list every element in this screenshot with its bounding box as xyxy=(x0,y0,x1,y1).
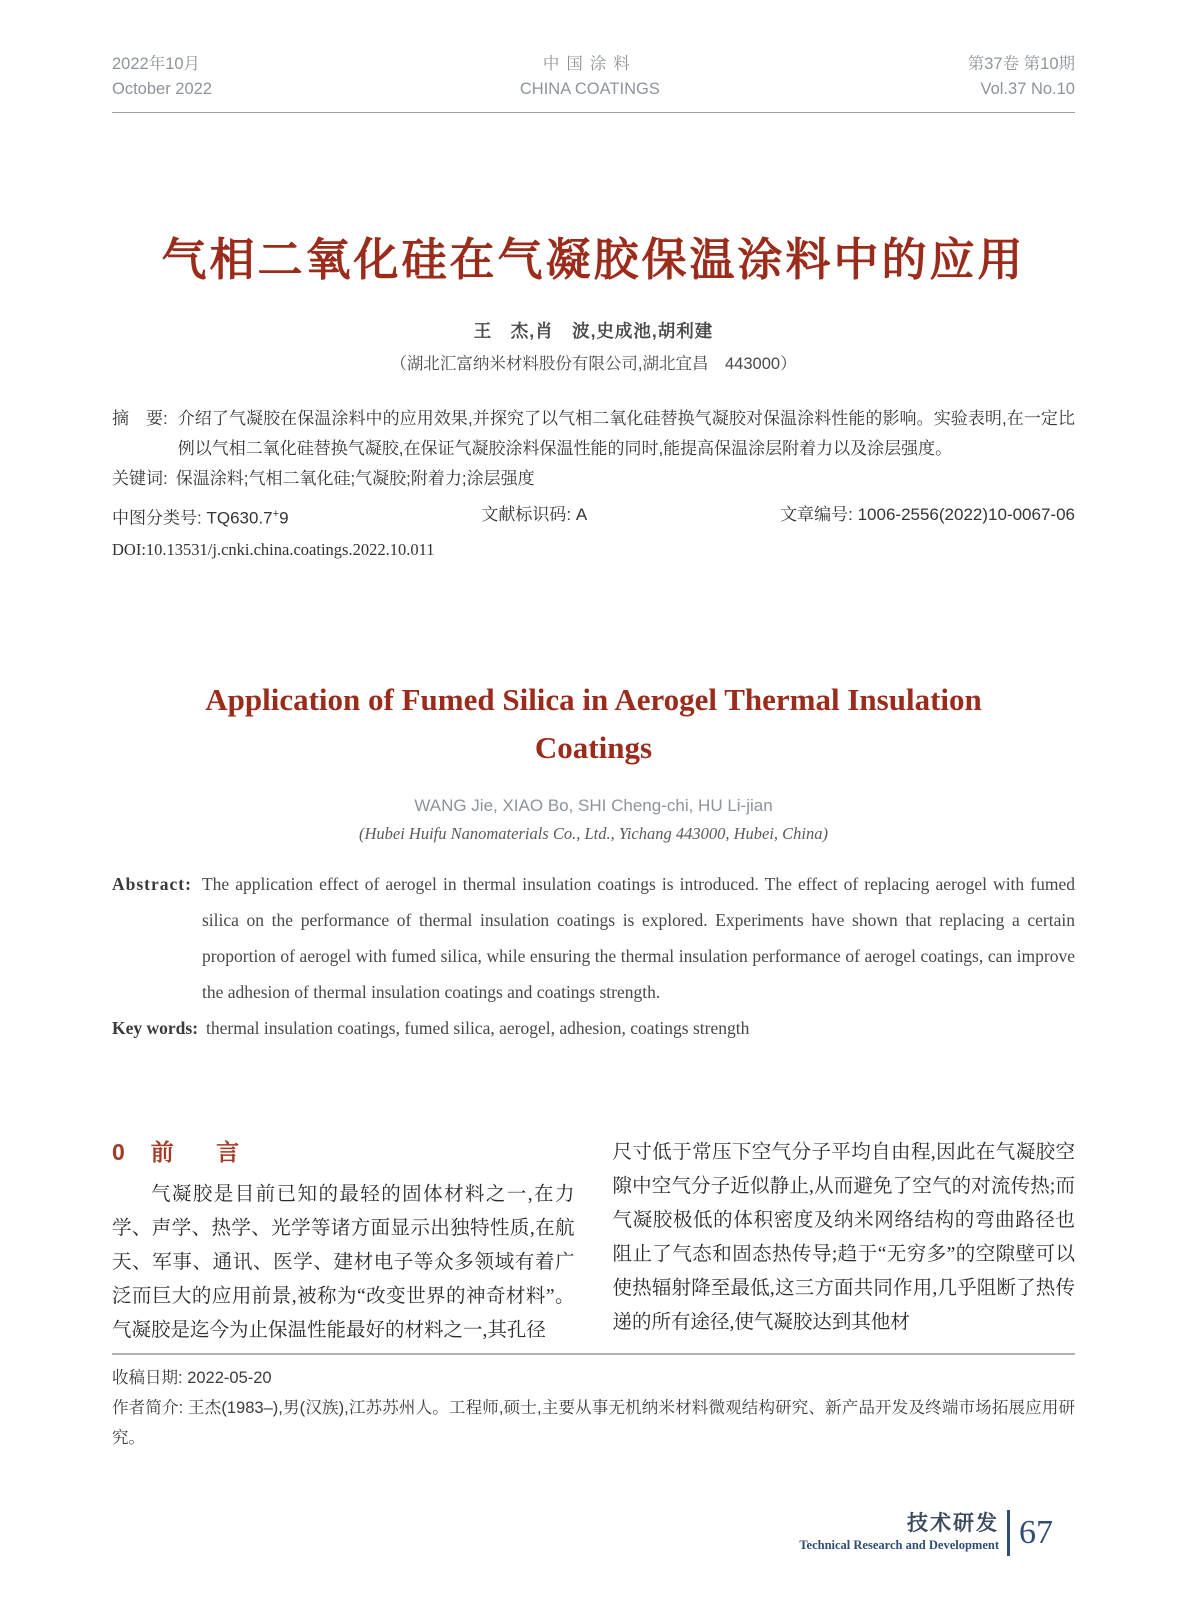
footnote xyxy=(112,1353,1075,1453)
document-code-value: A xyxy=(575,504,588,524)
footer-category xyxy=(799,1512,999,1554)
affiliation-zh: （湖北汇富纳米材料股份有限公司,湖北宜昌 443000） xyxy=(390,355,797,373)
authors-en: WANG Jie, XIAO Bo, SHI Cheng-chi, HU Li-jian xyxy=(414,795,773,815)
journal-date-zh: 2022年10月 xyxy=(112,55,201,73)
doi: DOI:10.13531/j.cnki.china.coatings.2022.10.011 xyxy=(112,539,435,559)
journal-date xyxy=(112,52,212,102)
authors-zh: 王 杰,肖 波,史成池,胡利建 xyxy=(473,321,714,341)
body-paragraph-right: 尺寸低于常压下空气分子平均自由程,因此在气凝胶空隙中空气分子近似静止,从而避免了空气的对流传热;而气凝胶极低的体积密度及纳米网络结构的弯曲路径也阻止了气态和固态热传导;趋于“无穷多”的空隙壁可以使热辐射降至最低,这三方面共同作用,几乎阻断了热传递的所有途径,使气凝胶达到其他材 xyxy=(612,1141,1075,1333)
keywords-en-label: Key words: xyxy=(112,1017,199,1038)
body-column-left xyxy=(112,1136,575,1348)
footer-category-zh: 技术研发 xyxy=(907,1512,999,1535)
article-id xyxy=(780,500,1075,533)
classification-row xyxy=(112,500,1075,533)
paper-title-zh: 气相二氧化硅在气凝胶保温涂料中的应用 xyxy=(161,234,1026,285)
page-footer xyxy=(799,1510,1053,1556)
page-number: 67 xyxy=(1019,1514,1053,1551)
body-paragraph-left: 气凝胶是目前已知的最轻的固体材料之一,在力学、声学、热学、光学等诸方面显示出独特性质,在航天、军事、通讯、医学、建材电子等众多领域有着广泛而巨大的应用前景,被称为“改变世界的神奇材料”。气凝胶是迄今为止保温性能最好的材料之一,其孔径 xyxy=(112,1183,575,1341)
clc-number xyxy=(112,500,289,533)
journal-header xyxy=(112,0,1075,113)
received-date-value: 2022-05-20 xyxy=(187,1368,272,1387)
abstract-en xyxy=(112,866,1075,1010)
abstract-zh xyxy=(112,404,1075,463)
keywords-zh-text: 保温涂料;气相二氧化硅;气凝胶;附着力;涂层强度 xyxy=(175,469,535,488)
article-id-label: 文章编号: xyxy=(780,504,853,524)
journal-name-zh: 中国涂料 xyxy=(542,55,637,73)
body-columns xyxy=(112,1136,1075,1348)
body-column-right xyxy=(613,1136,1076,1348)
footer-category-en: Technical Research and Development xyxy=(799,1538,999,1552)
article-id-value: 1006-2556(2022)10-0067-06 xyxy=(857,504,1075,524)
section-number: 0 xyxy=(112,1138,125,1165)
clc-label: 中图分类号: xyxy=(112,508,202,528)
journal-issue-en: Vol.37 No.10 xyxy=(980,80,1075,98)
abstract-en-label: Abstract: xyxy=(112,873,192,894)
keywords-zh-label: 关键词: xyxy=(112,469,168,488)
clc-superscript: + xyxy=(272,507,280,520)
author-bio-label: 作者简介: xyxy=(112,1398,184,1417)
abstract-zh-label: 摘 要: xyxy=(112,409,168,428)
footer-divider xyxy=(1007,1510,1010,1556)
clc-rest: 9 xyxy=(279,508,289,528)
journal-name xyxy=(520,52,660,102)
keywords-en xyxy=(112,1012,1075,1044)
clc-value: TQ630.7 xyxy=(206,508,273,528)
author-bio-text: 王杰(1983–),男(汉族),江苏苏州人。工程师,硕士,主要从事无机纳米材料微观结构研究、新产品开发及终端市场拓展应用研究。 xyxy=(112,1398,1075,1447)
section-heading xyxy=(112,1136,575,1168)
abstract-en-text: The application effect of aerogel in thermal insulation coatings is introduced. The effect of replacing aerogel with fumed silica on the performance of thermal insulation coatings is explored. Experiments have shown that replacing a certain proportion of aerogel with fumed silica, while ensuring the thermal insulation performance of aerogel coatings, can improve the adhesion of thermal insulation coatings and coatings strength. xyxy=(201,873,1075,1002)
received-date-line xyxy=(112,1363,1075,1393)
journal-issue-zh: 第37卷 第10期 xyxy=(967,55,1075,73)
affiliation-en: (Hubei Huifu Nanomaterials Co., Ltd., Yichang 443000, Hubei, China) xyxy=(358,823,829,843)
paper-title-en: Application of Fumed Silica in Aerogel Thermal Insulation Coatings xyxy=(205,681,982,765)
document-code xyxy=(481,500,587,533)
journal-name-en: CHINA COATINGS xyxy=(519,80,660,98)
keywords-zh xyxy=(112,464,1075,494)
keywords-en-text: thermal insulation coatings, fumed silica, aerogel, adhesion, coatings strength xyxy=(206,1017,750,1038)
document-code-label: 文献标识码: xyxy=(481,504,572,524)
received-date-label: 收稿日期: xyxy=(112,1368,183,1387)
abstract-zh-text: 介绍了气凝胶在保温涂料中的应用效果,并探究了以气相二氧化硅替换气凝胶对保温涂料性能的影响。实验表明,在一定比例以气相二氧化硅替换气凝胶,在保证气凝胶涂料保温性能的同时,能提高保温涂层附着力以及涂层强度。 xyxy=(177,409,1075,458)
journal-issue xyxy=(968,52,1075,102)
journal-date-en: October 2022 xyxy=(112,80,212,98)
section-title: 前 言 xyxy=(150,1138,258,1165)
author-bio-line xyxy=(112,1393,1075,1453)
